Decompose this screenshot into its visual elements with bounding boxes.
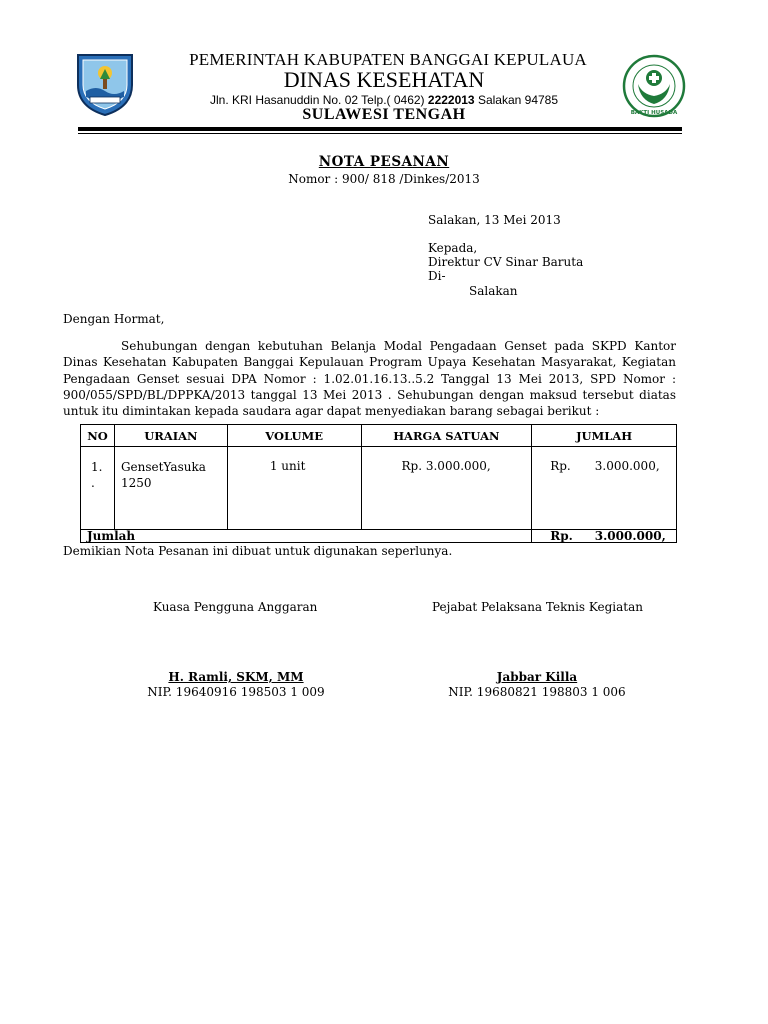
item-volume: 1 unit xyxy=(227,447,361,530)
total-label: Jumlah xyxy=(81,530,532,543)
header-divider-thin xyxy=(78,133,682,134)
item-unit-price: Rp. 3.000.000, xyxy=(361,447,532,530)
total-amount: Rp. 3.000.000, xyxy=(532,530,677,543)
column-header-harga-satuan: HARGA SATUAN xyxy=(361,425,532,447)
document-number: Nomor : 900/ 818 /Dinkes/2013 xyxy=(288,172,480,186)
signatory-left-name: H. Ramli, SKM, MM xyxy=(168,670,304,684)
header-agency-name: DINAS KESEHATAN xyxy=(283,67,485,92)
body-paragraph: Sehubungan dengan kebutuhan Belanja Modal Pengadaan Genset pada SKPD Kantor Dinas Kesehatan Kabupaten Banggai Kepulauan Program Upaya Kesehatan Masyarakat, Kegiatan Pengadaan Genset sesuai DPA Nomor : 1.02.01.16.13..5.2 Tanggal 13 Mei 2013, SPD Nomor : 900/055/SPD/BL/DPPKA/2013 tanggal 13 Mei 2013 . Sehubungan dengan maksud tersebut diatas untuk itu dimintakan kepada saudara agar dapat menyediakan barang sebagai berikut : xyxy=(63,339,676,419)
table-row xyxy=(81,447,677,530)
signatory-left-nip: NIP. 19640916 198503 1 009 xyxy=(147,685,325,699)
column-header-jumlah: JUMLAH xyxy=(532,425,677,447)
letter-date: Salakan, 13 Mei 2013 xyxy=(428,213,561,227)
table-total-row xyxy=(81,530,677,543)
item-amount: Rp. 3.000.000, xyxy=(532,447,677,530)
signatory-right-nip: NIP. 19680821 198803 1 006 xyxy=(448,685,626,699)
recipient-line-3: Di- xyxy=(428,269,446,283)
table-header-row xyxy=(81,425,677,447)
greeting: Dengan Hormat, xyxy=(63,312,165,326)
header-address: Jln. KRI Hasanuddin No. 02 Telp.( 0462) 2222013 Salakan 94785 xyxy=(209,93,559,107)
header-divider-thick xyxy=(78,127,682,131)
order-items-table xyxy=(80,424,677,543)
header-province: SULAWESI TENGAH xyxy=(302,106,466,123)
item-no: 1. . xyxy=(81,447,115,530)
svg-text:BAKTI HUSADA: BAKTI HUSADA xyxy=(630,110,678,116)
bakti-husada-logo xyxy=(622,54,686,118)
header-government-name: PEMERINTAH KABUPATEN BANGGAI KEPULAUA xyxy=(189,50,587,69)
recipient-line-4: Salakan xyxy=(469,284,518,298)
signatory-left-role: Kuasa Pengguna Anggaran xyxy=(153,600,318,614)
item-description: GensetYasuka 1250 xyxy=(114,447,227,530)
signatory-right-role: Pejabat Pelaksana Teknis Kegiatan xyxy=(432,600,644,614)
recipient-line-1: Kepada, xyxy=(428,241,478,255)
column-header-volume: VOLUME xyxy=(227,425,361,447)
recipient-line-2: Direktur CV Sinar Baruta xyxy=(428,255,584,269)
document-title: NOTA PESANAN xyxy=(318,154,450,170)
signatory-right-name: Jabbar Killa xyxy=(496,670,578,684)
column-header-no: NO xyxy=(81,425,115,447)
column-header-uraian: URAIAN xyxy=(114,425,227,447)
header-phone: 2222013 xyxy=(427,93,475,107)
closing-sentence: Demikian Nota Pesanan ini dibuat untuk digunakan seperlunya. xyxy=(63,544,453,558)
